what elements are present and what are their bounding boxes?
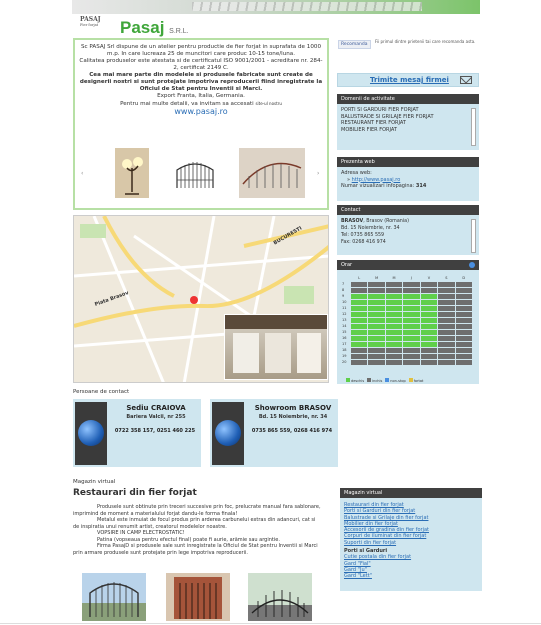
schedule-cell xyxy=(386,354,402,359)
header-decoration xyxy=(192,2,422,11)
schedule-cell xyxy=(421,318,437,323)
web-address-link[interactable]: http://www.pasaj.ro xyxy=(351,176,401,183)
schedule-cell xyxy=(403,354,419,359)
schedule-cell xyxy=(368,282,384,287)
contact-card-phones: 0735 865 559, 0268 416 974 xyxy=(251,428,333,434)
schedule-cell xyxy=(386,288,402,293)
contact-card[interactable] xyxy=(73,399,201,467)
activity-item[interactable]: RESTAURANT FIER FORJAT xyxy=(341,120,406,126)
globe-icon xyxy=(75,402,107,465)
info-icon[interactable] xyxy=(469,262,475,268)
schedule-cell xyxy=(351,354,367,359)
schedule-cell xyxy=(438,282,454,287)
schedule-cell xyxy=(456,318,472,323)
gallery-thumb-gate[interactable] xyxy=(173,148,217,198)
legend-swatch xyxy=(367,378,371,382)
schedule-cell xyxy=(403,288,419,293)
schedule-hour-label: 9 xyxy=(342,294,345,298)
showroom-photo xyxy=(224,314,328,380)
schedule-day-label: M xyxy=(392,276,396,280)
facebook-like xyxy=(338,39,483,55)
gallery-thumb-railing[interactable] xyxy=(239,148,305,198)
contact-card-phones: 0722 358 157, 0251 460 225 xyxy=(114,428,196,434)
schedule-cell xyxy=(386,336,402,341)
schedule-cell xyxy=(438,354,454,359)
schedule-cell xyxy=(368,354,384,359)
legend-swatch xyxy=(346,378,350,382)
magazine-section-title: Porti si Garduri xyxy=(344,548,388,555)
schedule-cell xyxy=(421,294,437,299)
web-panel-title: Prezenta web xyxy=(337,157,479,167)
schedule-cell xyxy=(368,360,384,365)
contact-persons-title: Persoane de contact xyxy=(73,389,130,395)
schedule-cell xyxy=(368,342,384,347)
schedule-hour-label: 8 xyxy=(342,288,345,292)
schedule-hour-label: 19 xyxy=(342,354,347,358)
intro-box xyxy=(73,38,329,210)
schedule-cell xyxy=(386,324,402,329)
schedule-day-label: M xyxy=(375,276,379,280)
schedule-cell xyxy=(438,288,454,293)
visits-label: Numar vizualizari infopagina: xyxy=(341,183,415,189)
schedule-cell xyxy=(421,354,437,359)
schedule-cell xyxy=(421,324,437,329)
magazine-link[interactable]: Porti si Garduri din fier forjat xyxy=(344,508,416,515)
schedule-panel xyxy=(337,260,479,384)
contact-fax: Fax: 0268 416 974 xyxy=(341,240,386,245)
schedule-cell xyxy=(368,348,384,353)
header-banner xyxy=(72,0,480,14)
recommend-text: Fii primul dintre prietenii tai care recomanda asta. xyxy=(375,39,476,44)
schedule-cell xyxy=(421,342,437,347)
gallery-carousel xyxy=(79,140,323,206)
schedule-cell xyxy=(368,300,384,305)
article-paragraph: Produsele sunt obtinute prin treceri succesive prin foc, prelucrate manual fara sablonare, imprimind de moment a materialului forjat dandu-le forma finala! xyxy=(73,504,321,517)
schedule-cell xyxy=(368,306,384,311)
schedule-cell xyxy=(386,282,402,287)
intro-paragraph: Cea mai mare parte din modelele si produsele fabricate sunt create de designerii nostri si sunt protejate impotriva reproducerii fiind inregistrate la Oficiul de Stat pentru Inventii si Marci. xyxy=(79,72,323,92)
recommend-button[interactable]: Recomanda xyxy=(338,40,371,49)
schedule-hour-label: 11 xyxy=(342,306,347,310)
activity-panel xyxy=(337,94,479,150)
schedule-cell xyxy=(438,360,454,365)
schedule-cell xyxy=(351,288,367,293)
schedule-cell xyxy=(421,348,437,353)
schedule-cell xyxy=(386,318,402,323)
contact-card-address: Bariera Valcii, nr 255 xyxy=(126,414,186,420)
magazine-link[interactable]: Gard "Fial" xyxy=(344,560,371,567)
visits-count: 314 xyxy=(415,183,427,189)
activity-scrollbar[interactable] xyxy=(471,108,476,146)
schedule-cell xyxy=(386,300,402,305)
intro-url-link[interactable]: www.pasaj.ro xyxy=(174,107,228,116)
schedule-day-label: D xyxy=(462,276,466,280)
schedule-cell xyxy=(456,324,472,329)
schedule-cell xyxy=(351,294,367,299)
schedule-hour-label: 7 xyxy=(342,282,345,286)
schedule-hour-label: 16 xyxy=(342,336,347,340)
intro-paragraph: Export Franta, Italia, Germania. xyxy=(157,93,245,99)
article-title: Restaurari din fier forjat xyxy=(73,488,197,498)
schedule-cell xyxy=(456,360,472,365)
legend-label: non-stop xyxy=(390,379,406,383)
schedule-cell xyxy=(386,306,402,311)
schedule-cell xyxy=(386,360,402,365)
contact-card-title: Sediu CRAIOVA xyxy=(126,404,186,412)
intro-invite-small: site-ul nostru xyxy=(255,101,282,106)
schedule-cell xyxy=(456,282,472,287)
schedule-cell xyxy=(421,336,437,341)
schedule-cell xyxy=(351,282,367,287)
schedule-cell xyxy=(368,330,384,335)
article-paragraph: Metalul este inmuiat de focul produs prin arderea carbunelui extras din adancuri, cat si de inspiratia unui renumit artist, creatorul modelelor noastre. xyxy=(73,517,316,530)
schedule-cell xyxy=(351,348,367,353)
schedule-day-label: S xyxy=(445,276,448,280)
article-paragraph: Patina (vopseaua pentru efectul final) poate fi aurie, arămie sau argintie. xyxy=(97,536,280,543)
schedule-hour-label: 20 xyxy=(342,360,347,364)
schedule-row xyxy=(342,300,473,305)
contact-scrollbar[interactable] xyxy=(471,219,476,253)
intro-paragraph: Calitatea produselor este atestata si de certificatul ISO 9001/2001 - acreditare nr. 284-2, certificat 2149 C. xyxy=(79,58,323,71)
schedule-cell xyxy=(438,348,454,353)
schedule-cell xyxy=(456,288,472,293)
schedule-cell xyxy=(351,360,367,365)
magazine-link[interactable]: Accesorii de gradina din fier forjat xyxy=(344,527,429,534)
schedule-cell xyxy=(368,324,384,329)
article-text xyxy=(73,504,323,556)
schedule-cell xyxy=(351,306,367,311)
web-address-label: Adresa web: xyxy=(341,170,372,176)
footer-divider xyxy=(0,623,541,624)
schedule-row xyxy=(342,288,473,293)
schedule-row xyxy=(342,318,473,323)
schedule-cell xyxy=(456,336,472,341)
schedule-cell xyxy=(351,324,367,329)
schedule-cell xyxy=(438,300,454,305)
legend-swatch xyxy=(385,378,389,382)
schedule-cell xyxy=(403,342,419,347)
article-paragraph: Firma PasajD si produsele sale sunt inregistrate la Oficiul de Stat pentru Inventii si Marci prin armare produsele sunt protejate prin lege impotriva reproducerii. xyxy=(73,543,318,556)
contact-card[interactable] xyxy=(210,399,338,467)
schedule-grid xyxy=(342,276,473,366)
schedule-cell xyxy=(351,318,367,323)
intro-paragraph: Sc PASAJ Srl dispune de un atelier pentru productie de fier forjat in suprafata de 1000 m.p. In care lucreaza 25 de muncitori care produc 10-15 tone/luna. xyxy=(80,44,322,57)
magazine-link[interactable]: Balustrade si Grilaje din fier forjat xyxy=(344,514,429,521)
contact-card-title: Showroom BRASOV xyxy=(254,404,332,412)
chevron-left-icon[interactable]: ‹ xyxy=(81,170,84,177)
schedule-legend xyxy=(343,378,423,383)
schedule-hour-label: 17 xyxy=(342,342,347,346)
envelope-icon[interactable] xyxy=(460,76,472,84)
schedule-cell xyxy=(438,342,454,347)
schedule-row xyxy=(342,330,473,335)
company-name-text: Pasaj xyxy=(120,18,165,37)
schedule-cell xyxy=(456,294,472,299)
schedule-cell xyxy=(351,312,367,317)
schedule-day-label: V xyxy=(427,276,431,280)
schedule-cell xyxy=(368,288,384,293)
schedule-cell xyxy=(403,318,419,323)
intro-invite: Pentru mai multe detalii, va invitam sa accesati xyxy=(120,101,254,107)
schedule-cell xyxy=(386,294,402,299)
schedule-cell xyxy=(421,312,437,317)
magazine-link[interactable]: Corpuri de iluminat din fier forjat xyxy=(344,533,427,540)
schedule-hour-label: 14 xyxy=(342,324,347,328)
magazine-link[interactable]: Restaurari din fier forjat xyxy=(344,502,404,508)
legend-swatch xyxy=(409,378,413,382)
schedule-cell xyxy=(403,330,419,335)
activity-item[interactable]: MOBILIER FIER FORJAT xyxy=(341,126,397,133)
contact-street: Bd. 15 Noiembrie, nr. 34 xyxy=(341,226,400,231)
logo-text: PASAJ xyxy=(80,16,101,23)
activity-item[interactable]: PORTI SI GARDURI FIER FORJAT xyxy=(341,107,419,113)
magazine-link[interactable]: Gard "Lett" xyxy=(344,573,372,580)
schedule-cell xyxy=(403,324,419,329)
schedule-cell xyxy=(403,360,419,365)
schedule-cell xyxy=(438,294,454,299)
logo-subtext: Fier forjat xyxy=(80,23,99,27)
magazine-panel-title: Magazin virtual xyxy=(340,488,482,498)
magazine-link[interactable]: Mobilier din fier forjat xyxy=(344,520,398,527)
map-street-label: BUCURESTI xyxy=(272,225,304,247)
schedule-hour-label: 10 xyxy=(342,300,347,304)
chevron-right-icon[interactable]: › xyxy=(317,170,320,177)
gallery-thumb-lamp[interactable] xyxy=(115,148,149,198)
contact-panel xyxy=(337,205,479,255)
location-map[interactable] xyxy=(73,215,329,383)
contact-region: , Brasov (Romania) xyxy=(363,219,409,224)
web-panel: Prezenta web Adresa web: » http://www.pasaj.ro Numar vizualizari infopagina: 314 xyxy=(337,157,479,201)
schedule-row xyxy=(342,324,473,329)
schedule-cell xyxy=(386,342,402,347)
magazine-panel xyxy=(340,488,482,591)
schedule-cell xyxy=(438,312,454,317)
schedule-hour-label: 15 xyxy=(342,330,347,334)
schedule-row xyxy=(342,312,473,317)
schedule-cell xyxy=(403,348,419,353)
schedule-cell xyxy=(421,330,437,335)
schedule-day-label: L xyxy=(358,276,361,280)
article-image-fence[interactable] xyxy=(248,573,312,621)
globe-icon xyxy=(212,402,244,465)
article-image-gate[interactable] xyxy=(82,573,146,621)
schedule-cell xyxy=(351,330,367,335)
schedule-cell xyxy=(456,348,472,353)
schedule-hour-label: 12 xyxy=(342,312,347,316)
schedule-row xyxy=(342,282,473,287)
schedule-cell xyxy=(403,336,419,341)
schedule-row xyxy=(342,348,473,353)
contact-company: BRASOV xyxy=(341,219,364,224)
schedule-cell xyxy=(456,312,472,317)
schedule-cell xyxy=(421,306,437,311)
schedule-cell xyxy=(403,306,419,311)
magazine-link[interactable]: Suporti din fier forjat xyxy=(344,539,397,546)
activity-item[interactable]: BALUSTRADE SI GRILAJE FIER FORJAT xyxy=(341,113,434,120)
legend-label: inchis xyxy=(372,379,383,383)
schedule-cell xyxy=(456,330,472,335)
schedule-cell xyxy=(351,300,367,305)
company-logo[interactable] xyxy=(80,16,101,27)
schedule-cell xyxy=(438,336,454,341)
legend-label: fortat xyxy=(413,379,424,383)
schedule-row xyxy=(342,306,473,311)
schedule-cell xyxy=(386,348,402,353)
schedule-cell xyxy=(438,306,454,311)
schedule-cell xyxy=(456,300,472,305)
schedule-cell xyxy=(456,342,472,347)
schedule-cell xyxy=(351,336,367,341)
magazine-link[interactable]: Cutie postala din fier forjat xyxy=(344,554,412,561)
schedule-cell xyxy=(403,312,419,317)
contact-panel-title: Contact xyxy=(337,205,479,215)
schedule-cell xyxy=(368,312,384,317)
send-message-bar[interactable] xyxy=(337,73,479,87)
schedule-cell xyxy=(421,300,437,305)
schedule-cell xyxy=(368,294,384,299)
schedule-row xyxy=(342,360,473,365)
schedule-cell xyxy=(438,318,454,323)
contact-tel: Tel: 0735 865 559 xyxy=(341,233,385,238)
schedule-row xyxy=(342,354,473,359)
activity-list xyxy=(337,104,479,136)
schedule-cell xyxy=(438,330,454,335)
send-message-link[interactable]: Trimite mesaj firmei xyxy=(370,76,449,84)
schedule-row xyxy=(342,294,473,299)
company-suffix: S.R.L. xyxy=(169,28,189,35)
schedule-cell xyxy=(438,324,454,329)
schedule-cell xyxy=(386,312,402,317)
schedule-panel-title: Orar xyxy=(337,260,479,270)
schedule-cell xyxy=(386,330,402,335)
schedule-cell xyxy=(368,318,384,323)
article-paragraph: VOPSIRE IN CAMP ELECTROSTATIC! xyxy=(97,530,185,536)
activity-panel-title: Domenii de activitate xyxy=(337,94,479,104)
schedule-day-label: J xyxy=(410,276,412,280)
schedule-cell xyxy=(351,342,367,347)
schedule-hour-label: 18 xyxy=(342,348,347,352)
schedule-cell xyxy=(421,282,437,287)
map-street-label: Piata Brasov xyxy=(94,290,130,308)
schedule-cell xyxy=(421,360,437,365)
schedule-cell xyxy=(403,294,419,299)
schedule-cell xyxy=(456,306,472,311)
article-image-door[interactable] xyxy=(166,573,230,621)
visits-row xyxy=(341,183,475,190)
magazine-link[interactable]: Gard "Ju" xyxy=(344,566,367,573)
schedule-cell xyxy=(456,354,472,359)
company-name xyxy=(120,18,189,38)
contact-card-address: Bd. 15 Noiembrie, nr. 34 xyxy=(258,414,328,420)
schedule-cell xyxy=(421,288,437,293)
schedule-hour-label: 13 xyxy=(342,318,347,322)
schedule-cell xyxy=(403,300,419,305)
magazine-links xyxy=(340,498,482,584)
schedule-cell xyxy=(403,282,419,287)
schedule-row xyxy=(342,336,473,341)
legend-label: deschis xyxy=(351,379,365,383)
schedule-row xyxy=(342,342,473,347)
magazine-label: Magazin virtual xyxy=(73,479,116,485)
schedule-cell xyxy=(368,336,384,341)
